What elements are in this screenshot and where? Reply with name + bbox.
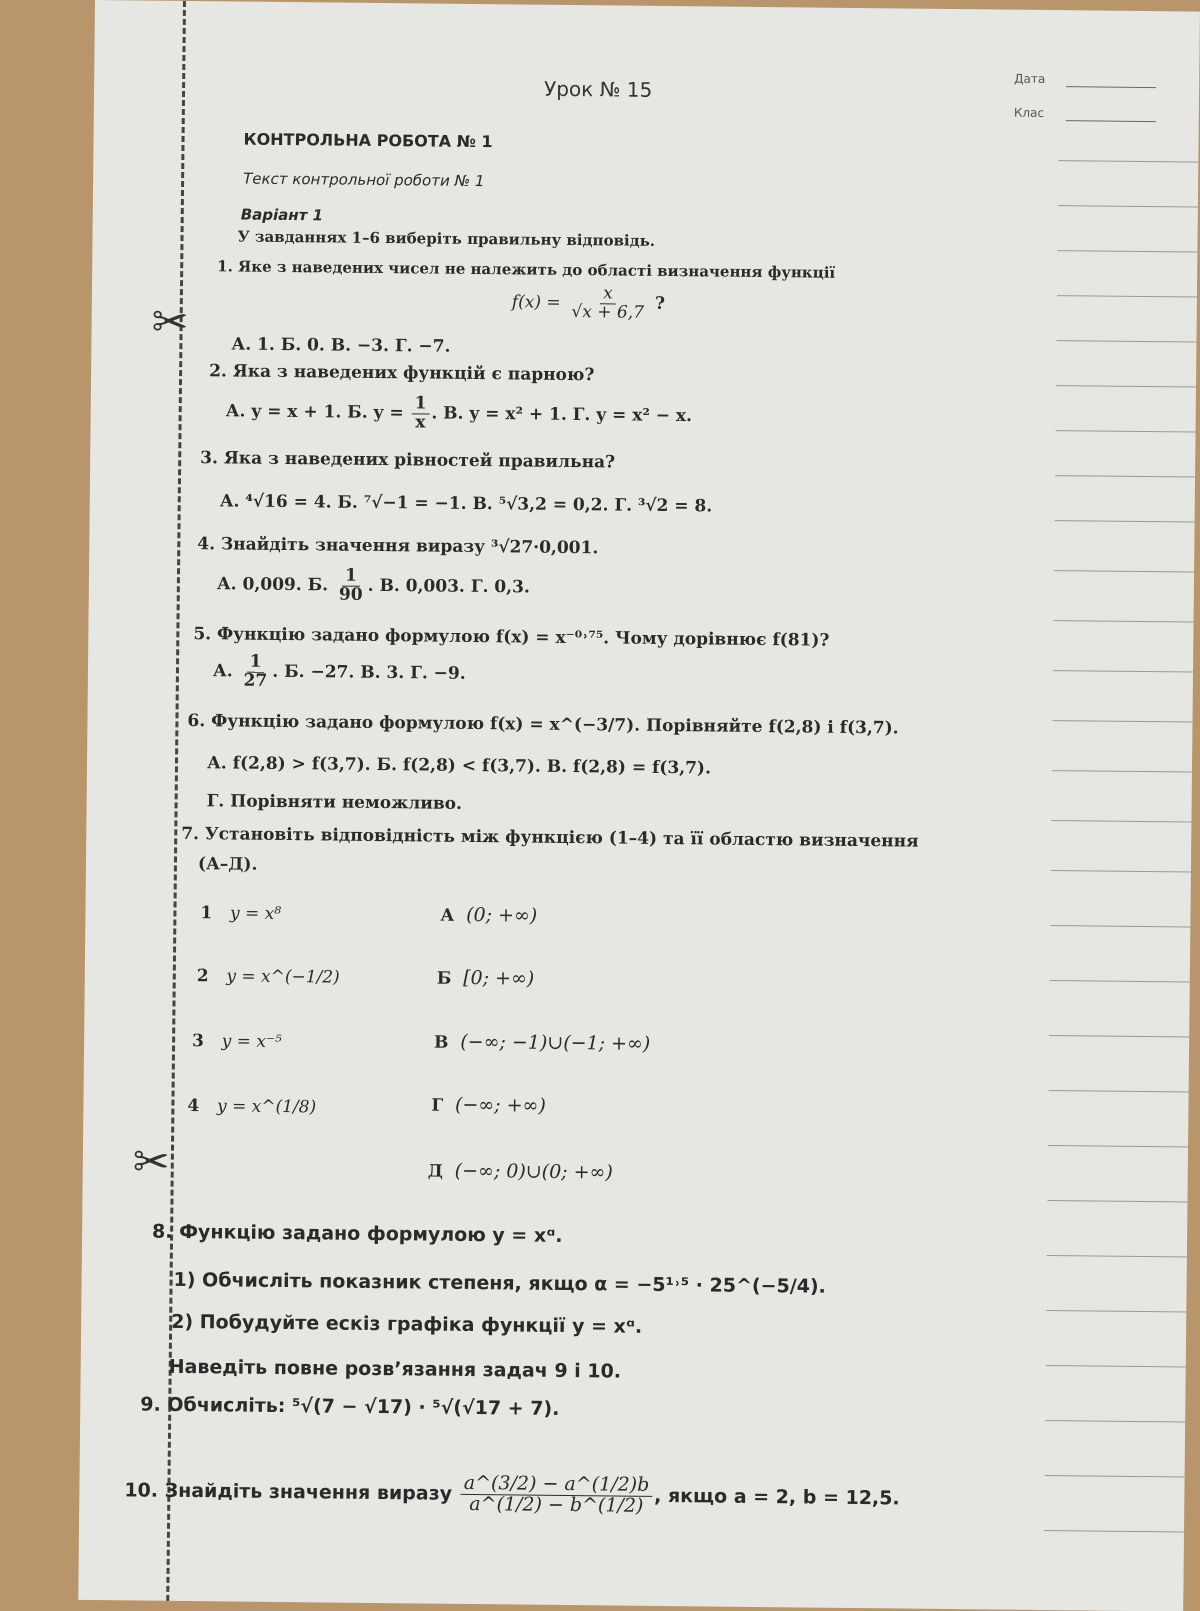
- margin-rule: [1055, 520, 1195, 522]
- margin-rule: [1051, 870, 1191, 872]
- margin-rule: [1051, 820, 1191, 822]
- date-label: Дата: [1014, 71, 1046, 86]
- question-7-text: 7. Установіть відповідність між функцією (1–4) та її областю визначення: [181, 823, 919, 852]
- question-1-function: f(x) = $\frac{x}{√x + 6,7}$ ?: [511, 283, 666, 323]
- margin-rule: [1044, 1530, 1184, 1532]
- margin-rule: [1048, 1145, 1188, 1147]
- match-domain-e: Д (−∞; 0)∪(0; +∞): [427, 1159, 613, 1184]
- match-function-1: 1 y = x⁸: [200, 903, 282, 924]
- margin-rule: [1046, 1310, 1186, 1312]
- margin-rule: [1052, 770, 1192, 772]
- match-function-3: 3 y = x⁻⁵: [191, 1031, 282, 1053]
- margin-rule: [1057, 250, 1197, 252]
- margin-rule: [1056, 385, 1196, 387]
- margin-rule: [1047, 1255, 1187, 1257]
- margin-rule: [1050, 925, 1190, 927]
- margin-rule: [1045, 1420, 1185, 1422]
- margin-rule: [1050, 980, 1190, 982]
- question-5-text: 5. Функцію задано формулою f(x) = x⁻⁰˒⁷⁵. Чому дорівнює f(81)?: [193, 624, 830, 651]
- margin-rule: [1054, 570, 1194, 572]
- question-1-answers: А. 1. Б. 0. В. −3. Г. −7.: [231, 334, 451, 357]
- match-domain-d: Г (−∞; +∞): [431, 1093, 546, 1117]
- test-subtitle: Текст контрольної роботи № 1: [243, 169, 485, 191]
- question-6-text: 6. Функцію задано формулою f(x) = x^(−3/7). Порівняйте f(2,8) і f(3,7).: [187, 711, 899, 739]
- question-6-answer-g: Г. Порівняти неможливо.: [206, 791, 463, 814]
- margin-rule: [1046, 1365, 1186, 1367]
- margin-rule: [1055, 475, 1195, 477]
- margin-rule: [1049, 1035, 1189, 1037]
- question-6-answers: А. f(2,8) > f(3,7). Б. f(2,8) < f(3,7). В. f(2,8) = f(3,7).: [206, 753, 712, 779]
- margin-rule: [1049, 1090, 1189, 1092]
- match-domain-a: А (0; +∞): [440, 903, 538, 927]
- margin-rule: [1058, 160, 1198, 162]
- margin-rule: [1053, 720, 1193, 722]
- match-domain-b: Б [0; +∞): [436, 966, 535, 990]
- scissors-icon: ✂: [132, 1136, 170, 1188]
- margin-rule: [1047, 1200, 1187, 1202]
- margin-rule: [1057, 295, 1197, 297]
- margin-rule: [1056, 430, 1196, 432]
- question-7-text-cont: (А–Д).: [197, 854, 258, 875]
- question-3-text: 3. Яка з наведених рівностей правильна?: [200, 448, 616, 473]
- question-1-text: 1. Яке з наведених чисел не належить до області визначення функції: [217, 257, 836, 282]
- margin-rule: [1053, 670, 1193, 672]
- margin-rule: [1045, 1475, 1185, 1477]
- instruction-full-solution: Наведіть повне розв’язання задач 9 і 10.: [168, 1355, 622, 1383]
- question-8-text: 8. Функцію задано формулою y = xᵅ.: [151, 1220, 563, 1247]
- lesson-number: Урок № 15: [543, 76, 653, 102]
- margin-rule: [1058, 205, 1198, 207]
- question-3-answers: А. ⁴√16 = 4. Б. ⁷√−1 = −1. В. ⁵√3,2 = 0,2. Г. ³√2 = 8.: [219, 491, 713, 517]
- instruction-text: У завданнях 1–6 виберіть правильну відповідь.: [237, 227, 656, 250]
- worksheet-page: [78, 0, 1200, 1611]
- margin-rule: [1054, 620, 1194, 622]
- test-title: КОНТРОЛЬНА РОБОТА № 1: [243, 129, 493, 152]
- match-domain-c: В (−∞; −1)∪(−1; +∞): [433, 1030, 651, 1055]
- question-4-text: 4. Знайдіть значення виразу ³√27·0,001.: [197, 534, 599, 559]
- match-function-2: 2 y = x^(−1/2): [196, 966, 340, 988]
- question-4-answers: А. 0,009. Б. $\frac{1}{90}$ . В. 0,003. Г. 0,3.: [216, 565, 530, 605]
- question-8-part-1: 1) Обчисліть показник степеня, якщо α = −5¹˒⁵ · 25^(−5/4).: [173, 1268, 826, 1298]
- question-5-answers: А. $\frac{1}{27}$ . Б. −27. В. 3. Г. −9.: [212, 651, 466, 691]
- margin-rule: [1056, 340, 1196, 342]
- variant-label: Варіант 1: [240, 205, 324, 225]
- question-2-text: 2. Яка з наведених функцій є парною?: [209, 361, 595, 386]
- match-function-4: 4 y = x^(1/8): [187, 1096, 317, 1118]
- question-9-text: 9. Обчисліть: ⁵√(7 − √17) · ⁵√(√17 + 7).: [140, 1393, 560, 1420]
- question-2-answers: А. y = x + 1. Б. y = $\frac{1}{x}$ . В. y = x² + 1. Г. y = x² − x.: [225, 393, 693, 433]
- scissors-icon: ✂: [151, 296, 189, 348]
- question-10-text: 10. Знайдіть значення виразу $\frac{a\^{}(3/2) - a\^{}(1/2)b}{a\^{}(1/2) - b\^{}(1/2)}$ , якщо a = 2, b = 12,5.: [124, 1471, 900, 1517]
- question-8-part-2: 2) Побудуйте ескіз графіка функції y = xᵅ.: [171, 1310, 643, 1338]
- class-label: Клас: [1013, 105, 1045, 120]
